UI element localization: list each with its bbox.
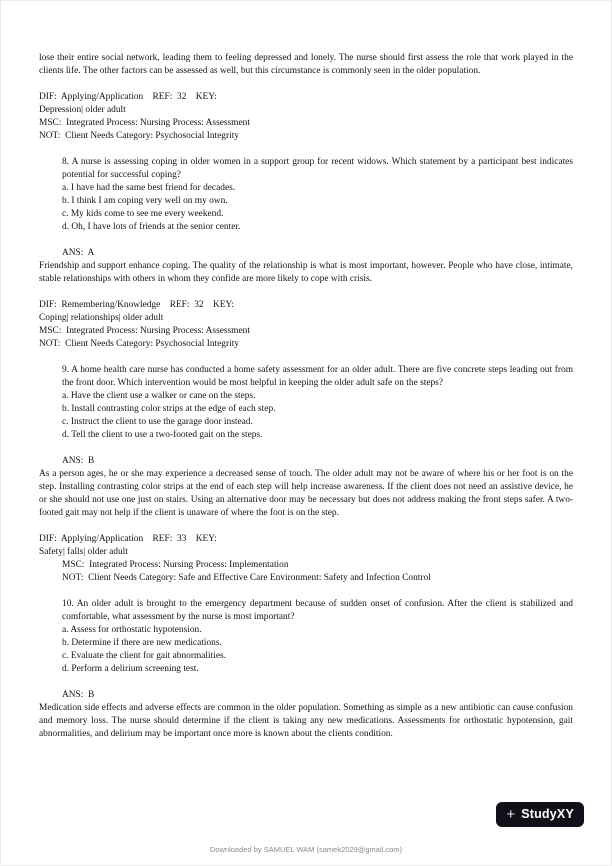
question-8-stem: 8. A nurse is assessing coping in older women in a support group for recent widows. Which statement by a participant best indicates potential for successful coping? xyxy=(62,157,573,180)
meta-block-3 xyxy=(39,533,573,585)
question-10-answer: ANS: B xyxy=(62,690,95,700)
msc-line: MSC: Integrated Process: Nursing Process: Implementation xyxy=(62,560,289,570)
question-9-option-b: b. Install contrasting color strips at the edge of each step. xyxy=(62,404,276,414)
question-10-option-a: a. Assess for orthostatic hypotension. xyxy=(62,625,202,635)
key-terms-line: Depression| older adult xyxy=(39,105,126,115)
msc-line: MSC: Integrated Process: Nursing Process: Assessment xyxy=(39,326,250,336)
question-9-option-a: a. Have the client use a walker or cane on the steps. xyxy=(62,391,256,401)
question-8-option-d: d. Oh, I have lots of friends at the senior center. xyxy=(62,222,241,232)
question-8-option-c: c. My kids come to see me every weekend. xyxy=(62,209,224,219)
plus-icon: + xyxy=(506,805,516,823)
question-8-option-a: a. I have had the same best friend for decades. xyxy=(62,183,236,193)
question-10-option-c: c. Evaluate the client for gait abnormalities. xyxy=(62,651,226,661)
downloaded-by-footer: Downloaded by SAMUEL WAM (samek2029@gmail.com) xyxy=(209,845,403,854)
question-9-rationale: As a person ages, he or she may experience a decreased sense of touch. The older adult may not be aware of where his or her foot is on the step. Installing contrasting color strips at the end of each step will help increase awareness. If the client does not need an assistive device, he or she should not use one just on stairs. Using an alternative door may be necessary but does not address making the front steps safer. A two-footed gait may not help if the client is unaware of where the foot is on the step. xyxy=(39,469,573,518)
not-line: NOT: Client Needs Category: Safe and Effective Care Environment: Safety and Infection Control xyxy=(62,573,431,583)
question-9-answer: ANS: B xyxy=(62,456,95,466)
document-content xyxy=(39,52,573,741)
question-8-rationale: Friendship and support enhance coping. The quality of the relationship is what is most important, however. People who have close, intimate, stable relationships with others in whom they confide are more likely to cope with crisis. xyxy=(39,261,573,284)
meta-block-2 xyxy=(39,299,573,351)
question-9-option-d: d. Tell the client to use a two-footed gait on the steps. xyxy=(62,430,263,440)
question-9 xyxy=(62,364,573,442)
brand-name: StudyXY xyxy=(521,807,574,821)
not-line: NOT: Client Needs Category: Psychosocial Integrity xyxy=(39,339,240,349)
question-10-option-b: b. Determine if there are new medications. xyxy=(62,638,222,648)
msc-line: MSC: Integrated Process: Nursing Process: Assessment xyxy=(39,118,250,128)
question-8 xyxy=(62,156,573,234)
dif-line: DIF: Remembering/Knowledge REF: 32 KEY: xyxy=(39,300,234,310)
lead-paragraph: lose their entire social network, leading them to feeling depressed and lonely. The nurse should first assess the role that work played in the clients life. The other factors can be assessed as well, but this circumstance is commonly seen in the older population. xyxy=(39,53,573,76)
question-10 xyxy=(62,598,573,676)
question-10-rationale: Medication side effects and adverse effects are common in the older population. Something as simple as a new antibiotic can cause confusion and memory loss. The nurse should determine if the client is taking any new medications. Assessments for orthostatic hypotension, gait abnormalities, and delirium may be important once more is known about the clients condition. xyxy=(39,703,573,739)
meta-block-1 xyxy=(39,91,573,143)
not-line: NOT: Client Needs Category: Psychosocial Integrity xyxy=(39,131,240,141)
key-terms-line: Coping| relationships| older adult xyxy=(39,313,164,323)
question-8-option-b: b. I think I am coping very well on my own. xyxy=(62,196,228,206)
question-9-stem: 9. A home health care nurse has conducted a home safety assessment for an older adult. There are five concrete steps leading out from the front door. Which intervention would be most helpful in keeping the older adult safe on the steps? xyxy=(62,365,573,388)
question-10-option-d: d. Perform a delirium screening test. xyxy=(62,664,199,674)
studyxy-logo-badge[interactable] xyxy=(496,802,584,827)
dif-line: DIF: Applying/Application REF: 33 KEY: xyxy=(39,534,217,544)
key-terms-line: Safety| falls| older adult xyxy=(39,547,128,557)
dif-line: DIF: Applying/Application REF: 32 KEY: xyxy=(39,92,217,102)
question-8-answer: ANS: A xyxy=(62,248,95,258)
question-10-stem: 10. An older adult is brought to the emergency department because of sudden onset of confusion. After the client is stabilized and comfortable, what assessment by the nurse is most important? xyxy=(62,599,573,622)
question-9-option-c: c. Instruct the client to use the garage door instead. xyxy=(62,417,253,427)
